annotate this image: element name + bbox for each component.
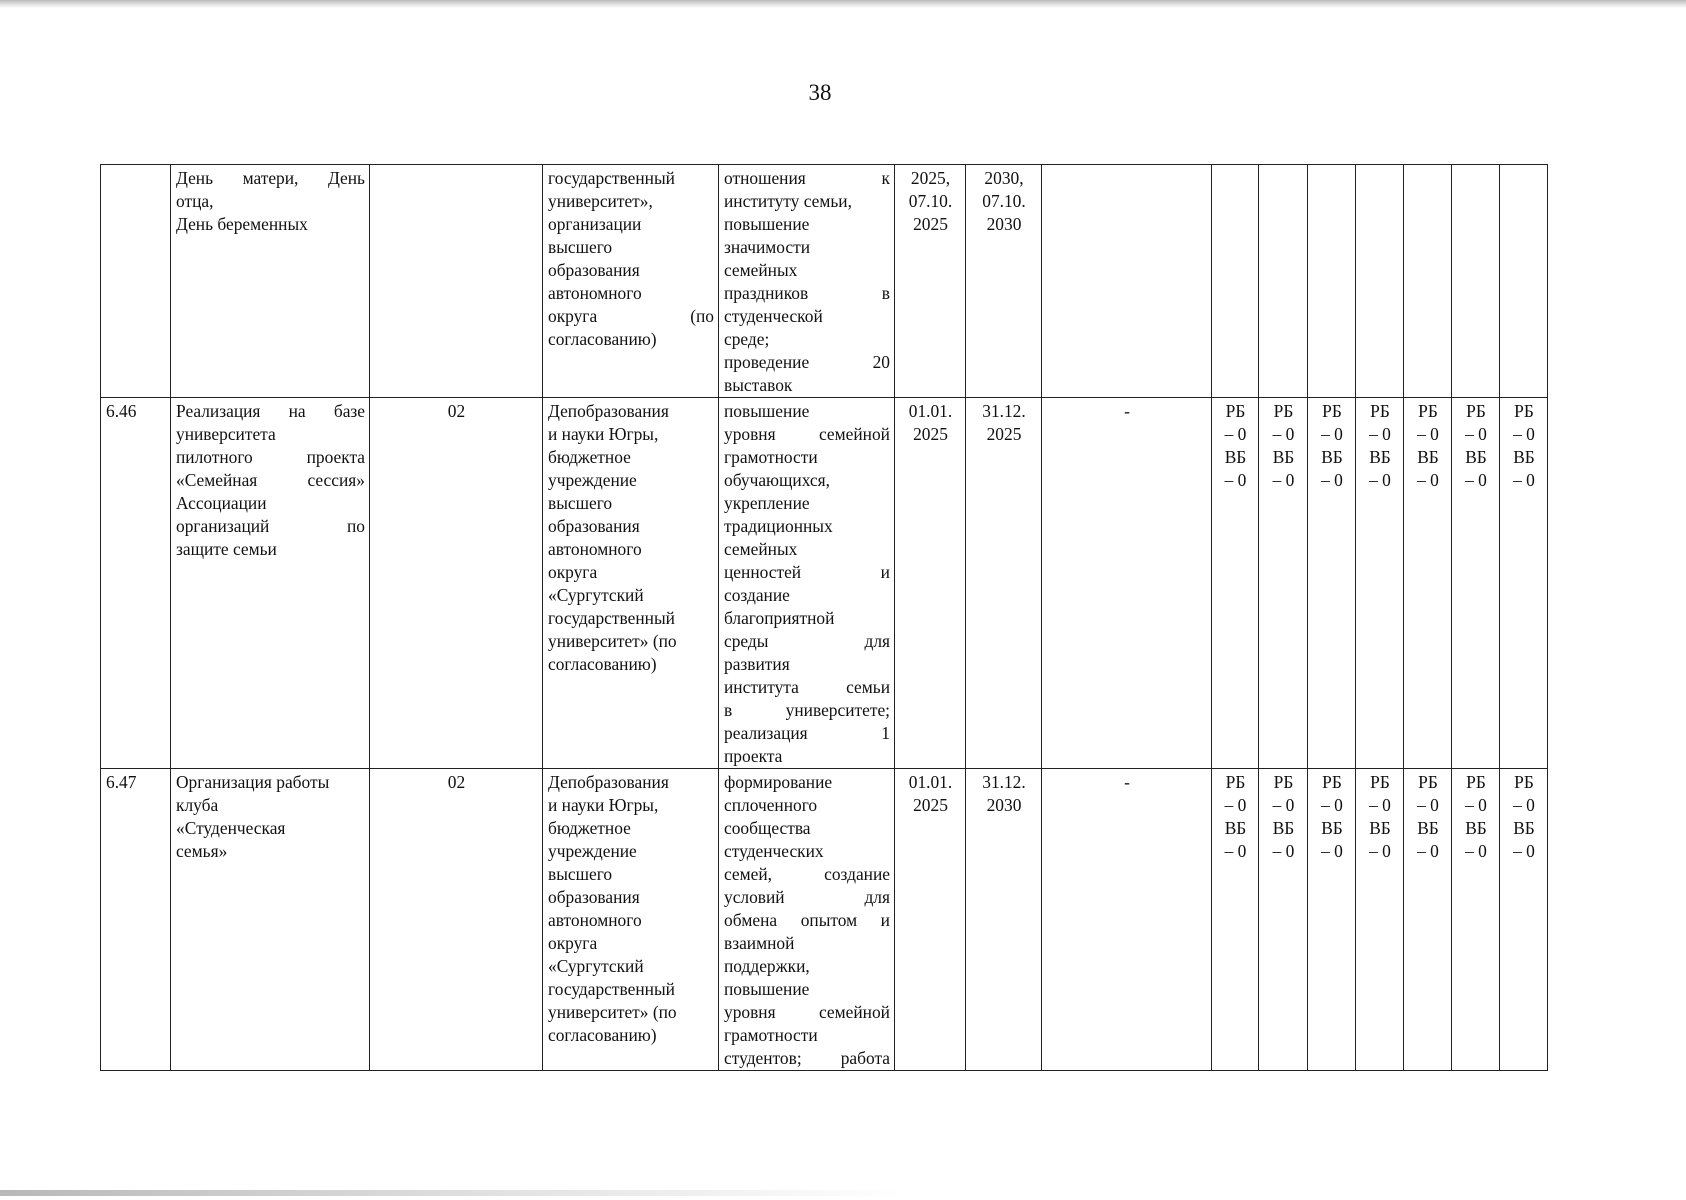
measure-result-line: значимости [724,237,811,257]
measure-result-line: семейных [724,539,798,559]
measure-result-line: грамотности [724,1025,818,1045]
measure-result-line: семей, создание [724,864,890,884]
measure-executors-line: согласованию) [548,1025,657,1045]
measure-number [101,165,171,398]
measure-end-date-line: 2030 [986,214,1022,234]
measure-executors-line: автономного [548,910,642,930]
measure-number: 6.47 [101,769,171,1071]
funding-cell-line: – 0 [1513,841,1535,861]
measure-name-line: Ассоциации [176,493,267,513]
funding-cell-4 [1356,165,1404,398]
funding-cell-line: – 0 [1272,424,1295,444]
measure-executors-line: государственный [548,979,675,999]
measure-start-date-line: 01.01. [908,772,953,792]
measure-result-line: реализация 1 [724,723,890,743]
measure-name [171,769,370,1071]
measure-result-line: повышение [724,214,810,234]
measure-executors-line: университет» (по [548,1002,677,1022]
measure-result-line: выставок [724,375,793,395]
measure-code: 02 [370,769,543,1071]
funding-cell-line: РБ [1466,772,1486,792]
measure-result-line: традиционных [724,516,833,536]
funding-cell-1 [1212,769,1259,1071]
funding-cell-line: – 0 [1272,841,1295,861]
funding-cell-line: ВБ [1224,447,1247,467]
funding-cell-line: РБ [1514,401,1534,421]
measure-end-date [966,165,1042,398]
measure-name-line: День матери, День [176,168,365,188]
measure-executors-line: автономного [548,283,642,303]
funding-cell-line: – 0 [1417,841,1439,861]
measure-result-line: укрепление [724,493,810,513]
funding-cell-line: ВБ [1369,447,1391,467]
measure-executors-line: округа (по [548,306,714,326]
measure-name [171,398,370,769]
measure-executors-line: образования [548,887,640,907]
measure-result-line: института семьи [724,677,890,697]
funding-cell-line: РБ [1370,772,1390,792]
funding-cell-line: – 0 [1369,470,1391,490]
measure-name-line: Организация работы [176,772,330,792]
measure-executors-line: Депобразования [548,401,669,421]
measure-result-line: институту семьи, [724,191,852,211]
measure-result-line: благоприятной [724,608,835,628]
page-number: 38 [808,80,832,105]
funding-cell-line: – 0 [1417,424,1439,444]
measure-end-date-line: 31.12. [982,772,1026,792]
measure-result-line: сплоченного [724,795,818,815]
measure-executors [543,769,719,1071]
measure-executors-line: согласованию) [548,329,657,349]
measure-start-date [895,769,966,1071]
measure-end-date-line: 07.10. [982,191,1026,211]
funding-cell-line: РБ [1273,401,1294,421]
measure-result-line: формирование [724,772,833,792]
funding-cell-6 [1452,165,1500,398]
measure-code: 02 [370,398,543,769]
measure-result-line: праздников в [724,283,890,303]
funding-cell-line: ВБ [1417,818,1439,838]
measure-executors-line: согласованию) [548,654,657,674]
measure-result-line: студенческих [724,841,824,861]
funding-cell-2 [1259,398,1308,769]
funding-cell-line: – 0 [1513,470,1535,490]
funding-cell-1 [1212,398,1259,769]
measure-executors-line: образования [548,260,640,280]
funding-cell-line: ВБ [1513,447,1535,467]
funding-cell-line: – 0 [1224,795,1247,815]
funding-cell-line: ВБ [1272,447,1295,467]
funding-cell-line: – 0 [1272,795,1295,815]
funding-cell-5 [1404,165,1452,398]
funding-cell-line: – 0 [1224,841,1247,861]
measure-executors-line: высшего [548,237,613,257]
funding-cell-line: – 0 [1417,795,1439,815]
measure-result-line: среды для [724,631,890,651]
measure-name-line: защите семьи [176,539,277,559]
measure-start-date [895,398,966,769]
measure-name-line: клуба [176,795,219,815]
funding-cell-line: ВБ [1272,818,1295,838]
funding-cell-line: – 0 [1272,470,1295,490]
measure-name-line: организаций по [176,516,365,536]
measure-name-line: пилотного проекта [176,447,365,467]
funding-cell-line: ВБ [1417,447,1439,467]
funding-cell-line: РБ [1370,401,1390,421]
funding-cell-line: РБ [1466,401,1486,421]
funding-cell-line: – 0 [1369,841,1391,861]
measure-result-line: обмена опытом и [724,910,890,930]
measure-sources: - [1042,398,1212,769]
funding-cell-line: – 0 [1465,841,1487,861]
funding-cell-2 [1259,769,1308,1071]
measure-result-line: развития [724,654,790,674]
measure-result [719,769,895,1071]
funding-cell-line: ВБ [1321,447,1343,467]
measure-executors-line: округа [548,933,598,953]
measure-result-line: семейных [724,260,798,280]
measure-executors-line: высшего [548,864,613,884]
measure-start-date [895,165,966,398]
measure-result-line: обучающихся, [724,470,830,490]
measure-result-line: сообщества [724,818,811,838]
measure-executors-line: организации [548,214,642,234]
funding-cell-7 [1500,398,1548,769]
measure-end-date-line: 2030 [986,795,1022,815]
measure-result-line: проведение 20 [724,352,890,372]
measure-name-line: семья» [176,841,228,861]
measure-result-line: повышение [724,979,810,999]
measure-end-date-line: 2025 [986,424,1022,444]
measure-end-date [966,769,1042,1071]
funding-cell-line: – 0 [1321,795,1343,815]
measure-executors-line: учреждение [548,841,637,861]
measure-executors-line: «Сургутский [548,585,644,605]
measure-result-line: ценностей и [724,562,890,582]
funding-cell-line: РБ [1322,401,1342,421]
measure-start-date-line: 07.10. [908,191,953,211]
funding-cell-5 [1404,769,1452,1071]
funding-cell-line: РБ [1514,772,1534,792]
funding-cell-3 [1308,398,1356,769]
funding-cell-2 [1259,165,1308,398]
measure-executors-line: учреждение [548,470,637,490]
funding-cell-line: – 0 [1513,795,1535,815]
funding-cell-line: ВБ [1224,818,1247,838]
funding-cell-line: – 0 [1465,795,1487,815]
funding-cell-line: ВБ [1465,447,1487,467]
funding-cell-3 [1308,769,1356,1071]
funding-cell-line: – 0 [1369,424,1391,444]
measure-name-line: День беременных [176,214,308,234]
funding-cell-line: – 0 [1224,470,1247,490]
funding-cell-line: – 0 [1513,424,1535,444]
measure-executors [543,398,719,769]
measure-result [719,398,895,769]
table-row [101,398,1548,769]
funding-cell-line: – 0 [1417,470,1439,490]
measure-number: 6.46 [101,398,171,769]
measure-result-line: уровня семейной [724,424,890,444]
funding-cell-line: РБ [1418,401,1438,421]
measure-result-line: студенческой [724,306,823,326]
table-row [101,769,1548,1071]
measure-end-date [966,398,1042,769]
funding-cell-line: – 0 [1321,424,1343,444]
measure-executors-line: округа [548,562,598,582]
funding-cell-6 [1452,398,1500,769]
funding-cell-line: – 0 [1465,470,1487,490]
funding-cell-line: РБ [1322,772,1342,792]
measure-start-date-line: 2025 [913,214,948,234]
scan-edge-bottom [0,1190,900,1196]
measure-end-date-line: 2030, [984,168,1024,188]
scan-edge-top [0,0,1686,8]
measure-executors-line: и науки Югры, [548,424,659,444]
measure-executors-line: автономного [548,539,642,559]
measure-result-line: условий для [724,887,890,907]
funding-cell-7 [1500,769,1548,1071]
funding-cell-line: РБ [1225,401,1246,421]
measure-result-line: уровня семейной [724,1002,890,1022]
measure-executors-line: государственный [548,168,675,188]
measure-result-line: отношения к [724,168,890,188]
measure-result-line: создание [724,585,790,605]
measure-result-line: грамотности [724,447,818,467]
measure-executors-line: «Сургутский [548,956,644,976]
measure-name-line: «Семейная сессия» [176,470,365,490]
funding-cell-line: ВБ [1465,818,1487,838]
measure-executors-line: бюджетное [548,447,631,467]
measure-name-line: «Студенческая [176,818,286,838]
measure-result-line: повышение [724,401,810,421]
funding-cell-line: ВБ [1321,818,1343,838]
funding-cell-line: РБ [1273,772,1294,792]
measure-start-date-line: 2025, [910,168,951,188]
funding-cell-line: ВБ [1369,818,1391,838]
measure-result [719,165,895,398]
measure-sources [1042,165,1212,398]
funding-cell-6 [1452,769,1500,1071]
measure-result-line: среде; [724,329,770,349]
funding-cell-line: ВБ [1513,818,1535,838]
funding-cell-line: – 0 [1321,841,1343,861]
measure-result-line: взаимной [724,933,795,953]
measure-result-line: студентов; работа [724,1048,890,1068]
funding-cell-line: – 0 [1465,424,1487,444]
funding-cell-4 [1356,769,1404,1071]
measure-executors-line: университет» (по [548,631,677,651]
measure-name-line: Реализация на базе [176,401,365,421]
measure-executors [543,165,719,398]
funding-cell-line: РБ [1225,772,1246,792]
measure-result-line: проекта [724,746,783,766]
measure-executors-line: бюджетное [548,818,631,838]
funding-cell-7 [1500,165,1548,398]
measure-name-line: отца, [176,191,214,211]
funding-cell-4 [1356,398,1404,769]
measure-sources: - [1042,769,1212,1071]
measure-result-line: поддержки, [724,956,810,976]
measures-table [100,164,1548,1071]
measure-executors-line: государственный [548,608,675,628]
measure-executors-line: образования [548,516,640,536]
measure-end-date-line: 31.12. [982,401,1026,421]
funding-cell-3 [1308,165,1356,398]
measure-executors-line: университет», [548,191,653,211]
funding-cell-line: – 0 [1369,795,1391,815]
measure-start-date-line: 2025 [913,795,948,815]
measure-code [370,165,543,398]
table-row [101,165,1548,398]
measure-result-line: в университете; [724,700,890,720]
measure-start-date-line: 01.01. [908,401,953,421]
measure-name-line: университета [176,424,276,444]
measure-start-date-line: 2025 [913,424,948,444]
measure-name [171,165,370,398]
funding-cell-line: – 0 [1224,424,1247,444]
measure-executors-line: Депобразования [548,772,669,792]
funding-cell-5 [1404,398,1452,769]
measure-executors-line: высшего [548,493,613,513]
funding-cell-line: РБ [1418,772,1438,792]
funding-cell-line: – 0 [1321,470,1343,490]
measure-executors-line: и науки Югры, [548,795,659,815]
funding-cell-1 [1212,165,1259,398]
